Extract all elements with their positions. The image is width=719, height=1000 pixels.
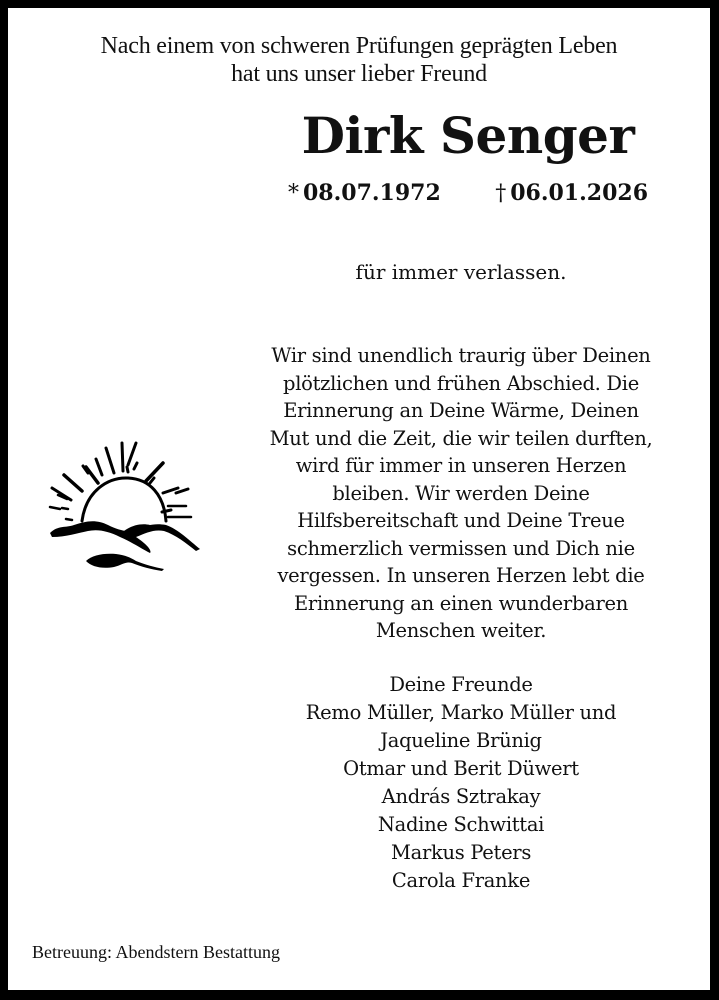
mourner-line: Carola Franke (391, 869, 531, 892)
mourner-line: Markus Peters (390, 841, 532, 864)
mourner-line: Remo Müller, Marko Müller und (305, 701, 617, 724)
condolence-message (234, 342, 688, 645)
mourners-heading: Deine Freunde (389, 673, 533, 696)
mourners-list (234, 671, 688, 895)
message-line: Erinnerung an einen wunderbaren (294, 591, 628, 615)
sunset-over-hills-icon (38, 433, 208, 578)
left-us-text: für immer verlassen. (355, 260, 567, 284)
message-line: Wir sind unendlich traurig über Deinen (271, 344, 651, 367)
death-date-value: 06.01.2026 (510, 180, 648, 206)
death-date (495, 178, 648, 209)
mourner-line: András Sztrakay (381, 785, 541, 808)
birth-date-value: 08.07.1972 (303, 180, 441, 206)
intro-line-1: Nach einem von schweren Prüfungen geprägten Leben (100, 33, 618, 59)
message-line: Hilfsbereitschaft und Deine Treue (297, 509, 625, 532)
message-line: plötzlichen und frühen Abschied. Die (283, 371, 639, 395)
death-cross-icon: † (495, 181, 507, 206)
funeral-home-credit: Betreuung: Abendstern Bestattung (32, 942, 280, 962)
message-line: schmerzlich vermissen und Dich nie (287, 536, 635, 560)
life-dates (288, 178, 648, 208)
message-line: wird für immer in unseren Herzen (295, 454, 627, 477)
deceased-name: Dirk Senger (301, 106, 635, 165)
message-line: Erinnerung an Deine Wärme, Deinen (283, 399, 639, 422)
message-line: bleiben. Wir werden Deine (332, 481, 590, 505)
message-line: Mut und die Zeit, die wir teilen durften, (269, 426, 653, 450)
birth-star-icon: * (288, 181, 299, 206)
message-line: vergessen. In unseren Herzen lebt die (277, 564, 645, 587)
intro-text (8, 32, 710, 88)
obituary-card (8, 8, 710, 990)
mourner-line: Nadine Schwittai (377, 813, 545, 836)
mourner-line: Otmar und Berit Düwert (343, 757, 579, 780)
mourner-line: Jaqueline Brünig (380, 729, 542, 752)
message-line: Menschen weiter. (375, 619, 547, 642)
birth-date (288, 178, 441, 209)
intro-line-2: hat uns unser lieber Freund (231, 61, 487, 87)
